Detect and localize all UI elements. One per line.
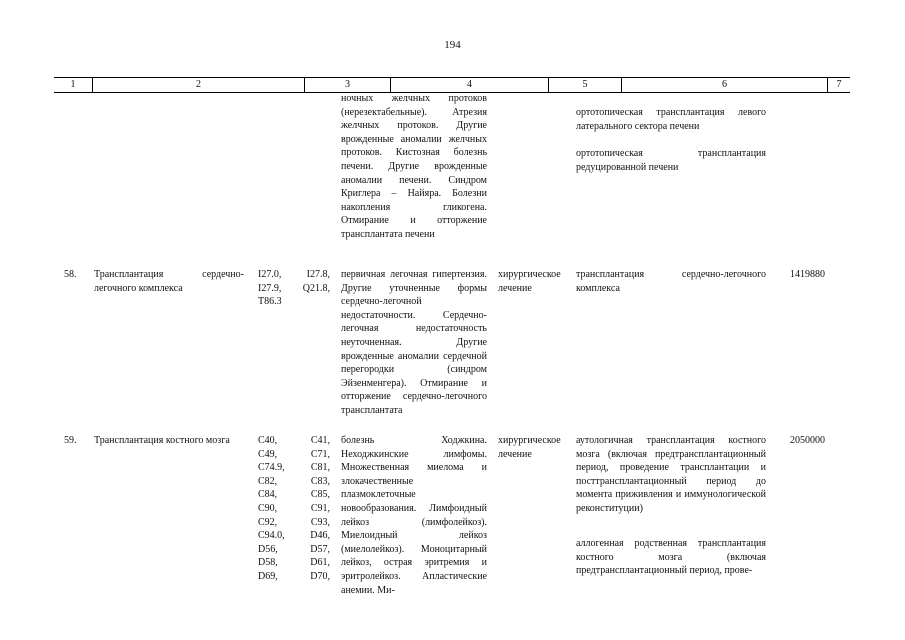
row-59-code: D57,: [310, 543, 330, 555]
row-58-diagnoses: первичная легочная гипертензия. Другие уточненные формы сердечно-легочной недостаточности. Сердечно-легочная недостаточность неуточненная. Другие врожденные аномалии сердечной перегородки (синдром Эйзенменгера). Отмирание и отторжение сердечно-легочного трансплантата: [341, 269, 487, 416]
header-col-4: 4: [467, 79, 472, 90]
row-59-name: Трансплантация костного мозга: [94, 435, 230, 446]
row-59-code: D46,: [310, 530, 330, 542]
header-col-1: 1: [70, 79, 76, 90]
row-58-code: I27.8,: [306, 269, 330, 280]
row-59-code: C91,: [310, 502, 330, 514]
row-59-code: C94.0,: [258, 530, 285, 542]
row-59-method-2: аллогенная родственная трансплантация костного мозга (включая предтрансплантационный период, прове-: [576, 538, 766, 577]
table-header-row: [54, 77, 850, 93]
row-59-treatment: хирургическое лечение: [498, 435, 561, 460]
row-59-diagnoses: болезнь Ходжкина. Неходжкинские лимфомы. Множественная миелома и злокачественные плазмоклеточные новообразования. Лимфоидный лейкоз (лимфолейкоз). Миелоидный лейкоз (миелолейкоз). Моноцитарный лейкоз, острая эритремия и эритролейкоз. Апластические анемии. Ми-: [341, 435, 487, 596]
row-59-code: C93,: [310, 516, 330, 528]
row-59-method-1: аутологичная трансплантация костного мозга (включая предтрансплантационный период, проведение трансплантации и посттрансплантационный период до момента приживления и иммунологической реконституции): [576, 435, 766, 514]
row-58-name: Трансплантация сердечно-легочного комплекса: [94, 269, 244, 294]
row-59-code: D69,: [258, 570, 278, 582]
row-58-price: 1419880: [790, 269, 825, 280]
header-col-6: 6: [722, 79, 727, 90]
row-59-code: C40,: [258, 435, 278, 446]
row-58-treatment: хирургическое лечение: [498, 269, 561, 294]
row-59-code: C90,: [258, 502, 278, 514]
header-col-7: 7: [836, 79, 842, 90]
row-59-code: C83,: [310, 475, 330, 487]
row-58-code: I27.9,: [258, 282, 282, 294]
row-59-code: C74.9,: [258, 462, 285, 474]
row-59-code: C85,: [310, 489, 330, 501]
row-59-code: C41,: [310, 435, 330, 446]
row-59-code: C81,: [310, 462, 330, 474]
row-59-code: D61,: [310, 557, 330, 569]
page-number: 194: [444, 39, 461, 51]
row-59-code: C92,: [258, 516, 278, 528]
header-col-2: 2: [196, 79, 201, 90]
row-59-code: C84,: [258, 489, 278, 501]
row-59-code: C49,: [258, 448, 278, 460]
row-59-code: C71,: [310, 448, 330, 460]
header-col-3: 3: [345, 79, 350, 90]
row-59-code: C82,: [258, 475, 278, 487]
row-59-code: D70,: [310, 570, 330, 582]
continuation-method-2: ортотопическая трансплантация редуцированной печени: [576, 148, 766, 173]
row-58-number: 58.: [64, 269, 77, 280]
continuation-diagnoses: ночных желчных протоков (нерезектабельные). Атрезия желчных протоков. Другие врожденные аномалии желчных протоков. Кистозная болезнь печени. Другие врожденные аномалии печени. Синдром Криглера – Найяра. Болезни накопления гликогена. Отмирание и отторжение трансплантата печени: [341, 93, 487, 240]
header-col-5: 5: [582, 79, 588, 90]
row-58-code: I27.0,: [258, 269, 282, 280]
row-58-code: Q21.8,: [302, 282, 330, 294]
row-59-code: D56,: [258, 543, 278, 555]
row-59-number: 59.: [64, 435, 77, 446]
row-59-codes: [258, 434, 330, 584]
row-58-codes: [258, 268, 330, 309]
row-59-price: 2050000: [790, 435, 825, 446]
row-59-code: D58,: [258, 557, 278, 569]
continuation-method-1: ортотопическая трансплантация левого латерального сектора печени: [576, 107, 766, 132]
row-58-method: трансплантация сердечно-легочного комплекса: [576, 269, 766, 294]
row-58-code: T86.3: [258, 296, 282, 308]
